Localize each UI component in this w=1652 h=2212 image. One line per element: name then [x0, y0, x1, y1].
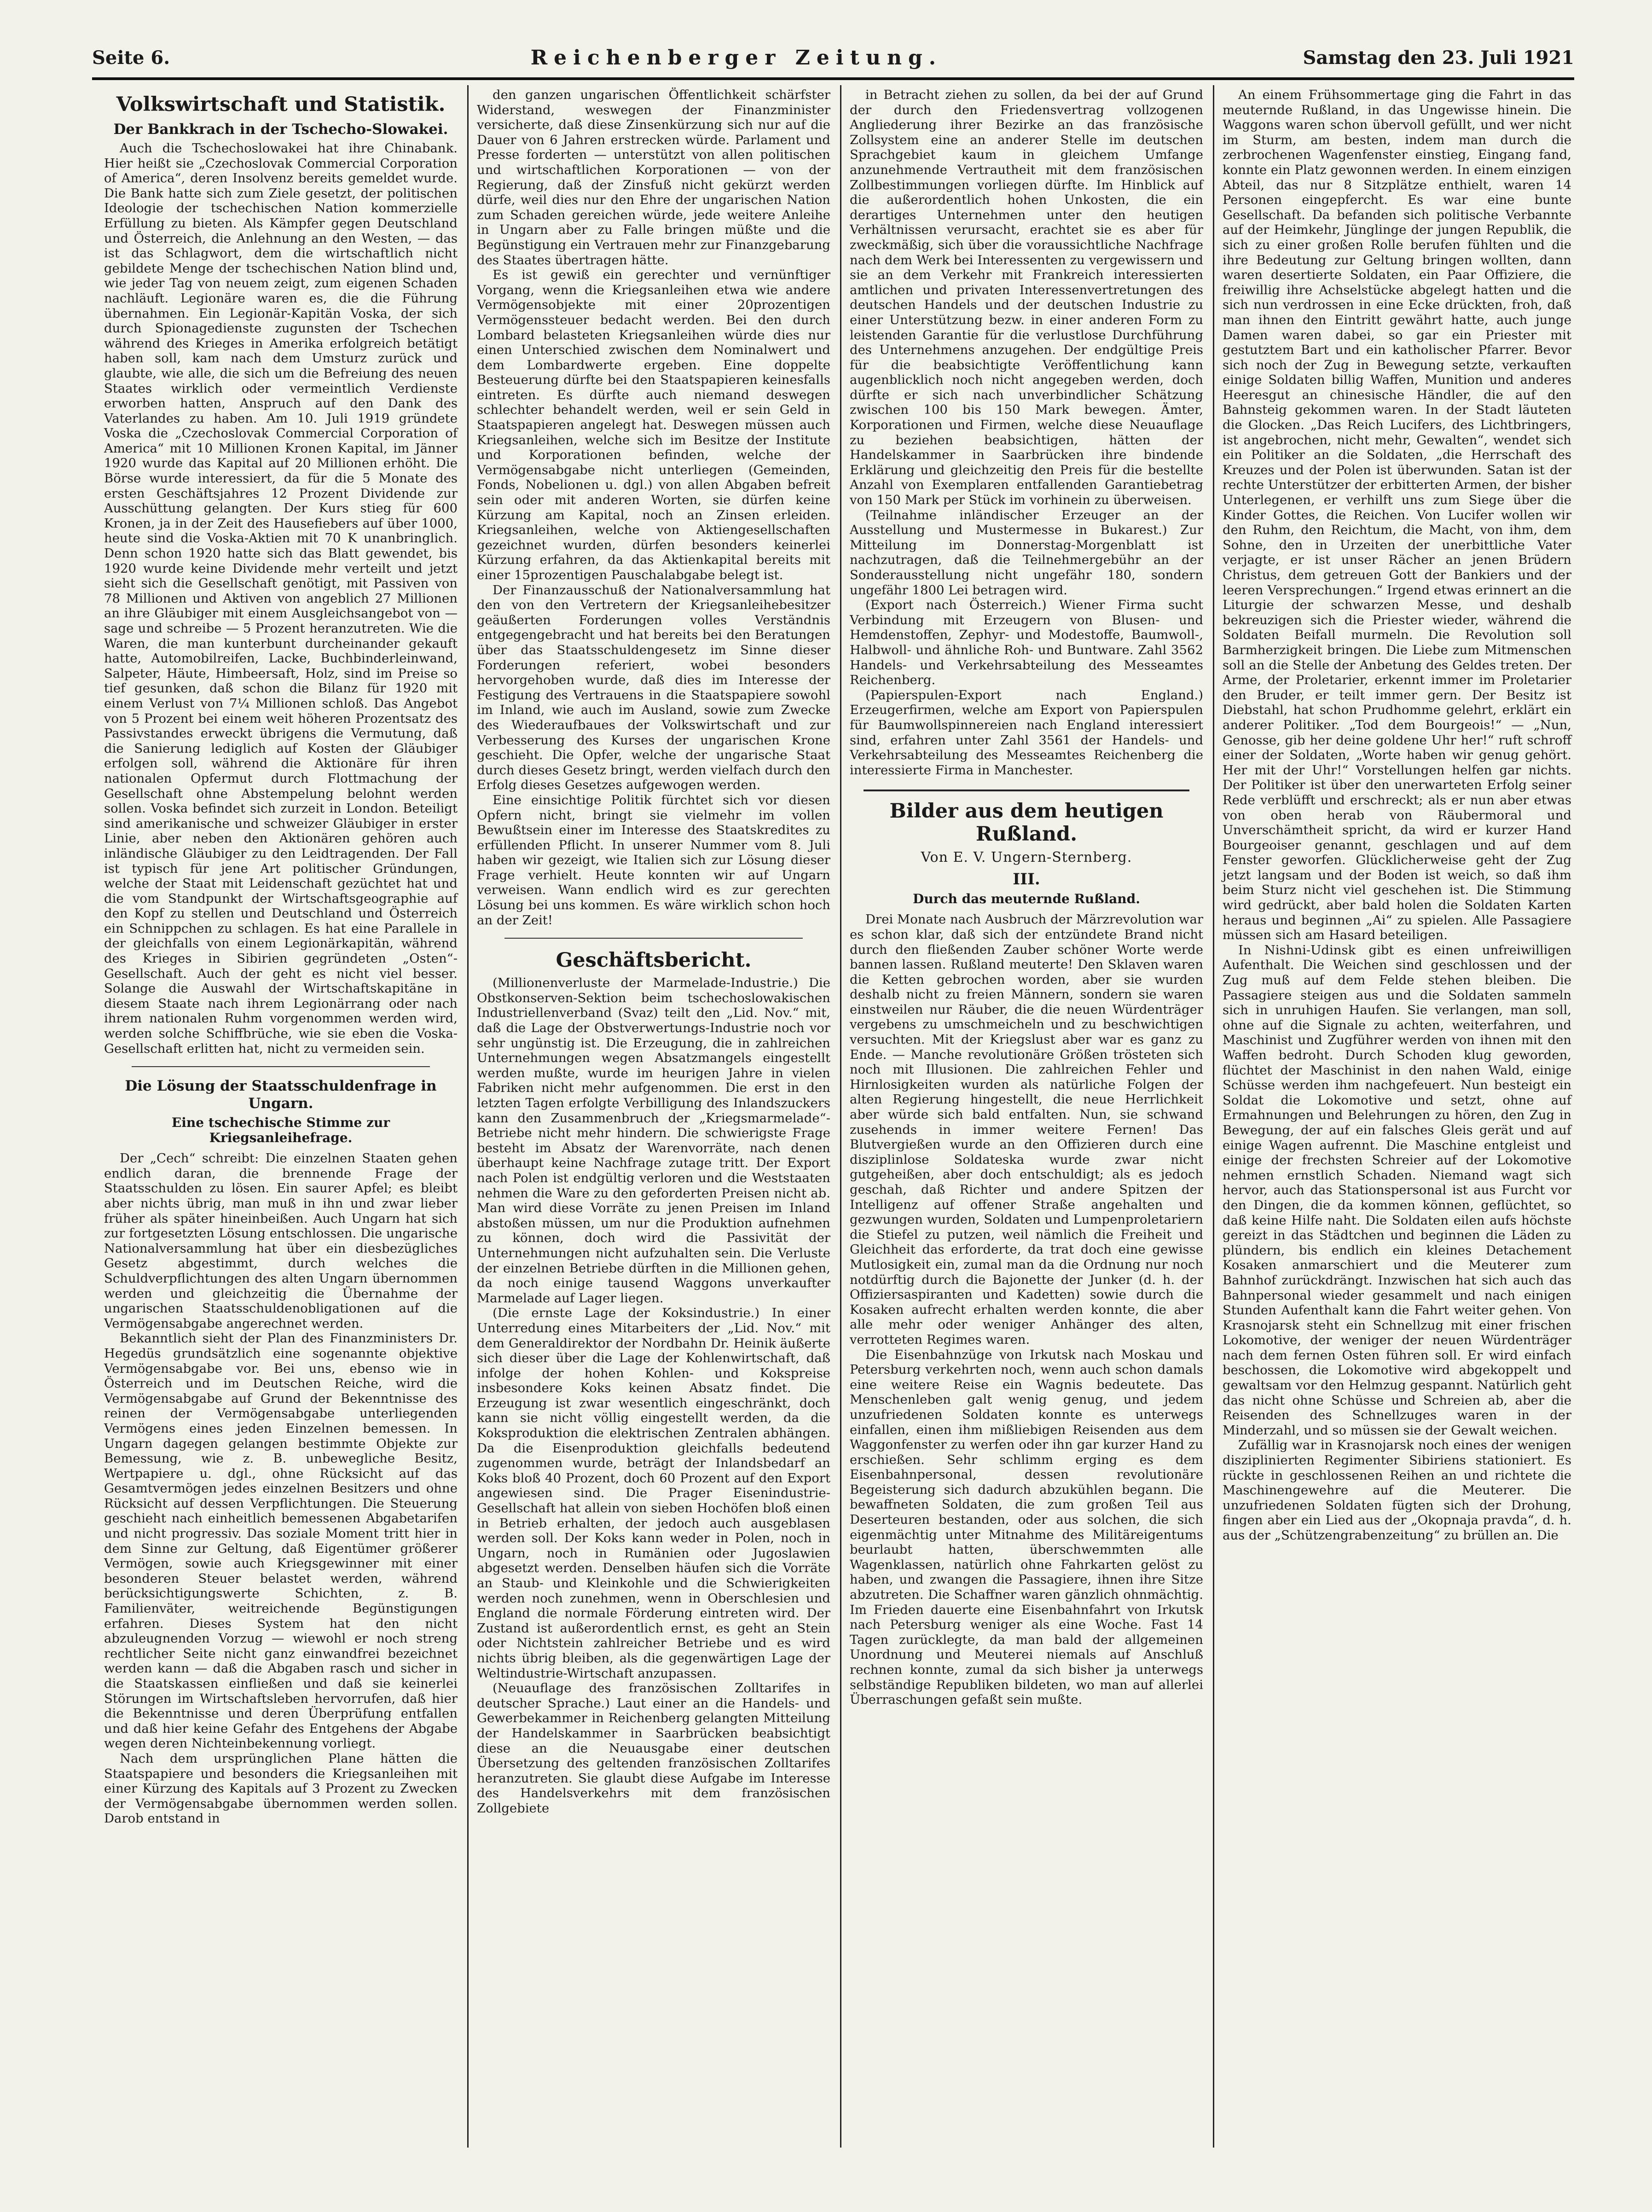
article-headline: Der Bankkrach in der Tschecho-Slowakei.: [113, 121, 448, 138]
separator-rule: [504, 938, 803, 939]
section-heading: Geschäftsbericht.: [556, 949, 752, 972]
article-paragraph: In Nishni-Udinsk gibt es einen unfreiwilligen Aufenthalt. Die Weichen sind geschlossen und der Zug muß auf dem Felde stehen bleiben. Die Passagiere steigen aus und die Soldaten sammeln sich in unruhigen Haufen. Sie verlangen, man soll, ohne auf die Signale zu achten, weiterfahren, und Maschinist und Zugführer werden von ihnen mit den Waffen bedroht. Durch Schoden klug geworden, flüchtet der Maschinist in den nahen Wald, einige Schüsse werden ihm nachgefeuert. Nun besteigt ein Soldat die Lokomotive und setzt, ohne auf Ermahnungen und Belehrungen zu hören, den Zug in Bewegung, der auf ein falsches Gleis gerät und auf einige Wagen aufrennt. Die Maschine entgleist und einige der frechsten Schreier auf der Lokomotive nehmen ernstlich Schaden. Niemand wagt sich hervor, auch das Stationspersonal ist aus Furcht vor den Dingen, die da kommen können, geflüchtet, so daß keine Hilfe naht. Die Soldaten eilen aufs höchste gereizt in das Städtchen und beginnen die Läden zu plündern, bis endlich ein kleines Detachement Kosaken anmarschiert und die Meuterer zum Bahnhof zurückdrängt. Inzwischen hat sich auch das Bahnpersonal wieder gesammelt und nach einigen Stunden Aufenthalt kann die Fahrt weiter gehen. Von Krasnojarsk steht ein Schnellzug mit einer frischen Lokomotive, der weniger der neuen Würdenträger nach dem fernen Osten führen soll. Er wird einfach beschossen, die Lokomotive wird abgekoppelt und gewaltsam vor den Helmzug gespannt. Natürlich geht das nicht ohne Schüsse und Schreien ab, aber die Reisenden des Schnellzuges waren in der Minderzahl, und so müssen sie der Gewalt weichen.: [1223, 942, 1571, 1438]
article-paragraph: Nach dem ursprünglichen Plane hätten die Staatspapiere und besonders die Kriegsanleihen mit einer Kürzung des Kapitals auf 3 Prozent zu Zwecken der Vermögensabgabe übernommen werden sollen. Darob entstand in: [104, 1751, 458, 1826]
article-byline: Von E. V. Ungern-Sternberg.: [921, 849, 1132, 866]
article-paragraph: den ganzen ungarischen Öffentlichkeit schärfster Widerstand, weswegen der Finanzminister versicherte, daß diese Zinsenkürzung sich nur auf die Dauer von 6 Jahren erstrecken würde. Parlament und Presse forderten — unterstützt von allen politischen und wirtschaftlichen Korporationen — von der Regierung, daß der Zinsfuß nicht gekürzt werden dürfe, weil dies nur den Ehre der ungarischen Nation zum Schaden gereichen würde, jede weitere Anleihe in Ungarn aber zu Falle bringen müßte und die Begünstigung ein Vertrauen mehr zur Finanzgebarung des Staates übertragen hätte.: [477, 87, 830, 267]
article-paragraph: in Betracht ziehen zu sollen, da bei der auf Grund der durch den Friedensvertrag vollzogenen Angliederung ihrer Bezirke an das französische Zollsystem eine an anderer Stelle im deutschen Sprachgebiet kaum in gleichem Umfange anzunehmende Vertrautheit mit dem französischen Zollbestimmungen vorliegen dürfte. Im Hinblick auf die außerordentlich hohen Unkosten, die ein derartiges Unternehmen unter den heutigen Verhältnissen verursacht, erachtet sie es aber für zweckmäßig, sich über die voraussichtliche Nachfrage nach dem Werk bei Interessenten zu vergewissern und sie an dem Verkehr mit Frankreich interessierten amtlichen und privaten Interessenvertretungen des deutschen Handels und der deutschen Industrie zu einer Unterstützung bezw. in einer anderen Form zu leistenden Garantie für die verlustlose Durchführung des Unternehmens anzugehen. Der endgültige Preis für die beabsichtigte Veröffentlichung kann augenblicklich noch nicht angegeben werden, doch dürfte er sich nach unverbindlicher Schätzung zwischen 100 bis 150 Mark bewegen. Ämter, Korporationen und Firmen, welche diese Neuauflage zu beziehen beabsichtigen, hätten der Handelskammer in Saarbrücken ihre bindende Erklärung und gleichzeitig den Preis für die bestellte Anzahl von Exemplaren entfallenden Garantiebetrag von 150 Mark per Stück im vorhinein zu überweisen.: [850, 87, 1203, 508]
column-2: [474, 87, 833, 2145]
masthead: [92, 44, 1574, 71]
article-paragraph: (Neuauflage des französischen Zolltarifes in deutscher Sprache.) Laut einer an die Handels- und Gewerbekammer in Reichenberg gelangten Mitteilung der Handelskammer in Saarbrücken beabsichtigt diese an die Neuausgabe einer deutschen Übersetzung des geltenden französischen Zolltarifes heranzutreten. Sie glaubt diese Aufgabe im Interesse des Handelsverkehrs mit dem französischen Zollgebiete: [477, 1681, 830, 1816]
column-divider: [840, 85, 841, 2148]
newspaper-title: Reichenberger Zeitung.: [530, 46, 943, 70]
article-subheadline: Durch das meuternde Rußland.: [913, 891, 1140, 907]
article-paragraph: Auch die Tschechoslowakei hat ihre Chinabank. Hier heißt sie „Czechoslovak Commercial Corporation of America“, deren Insolvenz bereits gemeldet wurde. Die Bank hatte sich zum Ziele gesetzt, der politischen Ideologie der tschechischen Nation kommerzielle Erfüllung zu bieten. Als Kämpfer gegen Deutschland und Österreich, die Anlehnung an den Westen, — das ist das Schlagwort, dem die wirtschaftlich nicht gebildete Menge der tschechischen Nation blind und, wie jeder Tag von neuem zeigt, zum eigenen Schaden nachläuft. Legionäre waren es, die die Führung übernahmen. Ein Legionär-Kapitän Voska, der sich durch Spionagedienste zugunsten der Tschechen während des Krieges in Amerika erfolgreich betätigt haben soll, kam nach dem Umsturz zurück und glaubte, wie alle, die sich um die Befreiung des neuen Staates wirklich oder vermeintlich Verdienste erworben hatten, Anspruch auf den Dank des Vaterlandes zu haben. Am 10. Juli 1919 gründete Voska die „Czechoslovak Commercial Corporation of America“ mit 10 Millionen Kronen Kapital, im Jänner 1920 wurde das Kapital auf 20 Millionen erhöht. Die Börse wurde interessiert, da für die 5 Monate des ersten Geschäftsjahres 12 Prozent Dividende zur Ausschüttung gelangten. Der Kurs stieg für 600 Kronen, ja in der Zeit des Hausefiebers auf über 1000, heute sind die Voska-Aktien mit 70 K unanbringlich. Denn schon 1920 hatte sich das Blatt gewendet, bis 1920 wurde keine Dividende mehr verteilt und jetzt sieht sich die Gesellschaft genötigt, mit Passiven von 78 Millionen und Aktiven von angeblich 27 Millionen an ihre Gläubiger mit einem Ausgleichsangebot von — sage und schreibe — 5 Prozent heranzutreten. Wie die Waren, die man kunterbunt durcheinander gekauft hatte, Automobilreifen, Lacke, Buchbinderleinwand, Salpeter, Häute, Himbeersaft, Holz, sind im Preise so tief gesunken, daß schon die Bilanz für 1920 mit einem Verlust von 7¼ Millionen schloß. Das Angebot von 5 Prozent bei einem weit höheren Prozentsatz des Passivstandes erweckt übrigens die Vermutung, daß die Sanierung lediglich auf Kosten der Gläubiger erfolgen soll, während die Aktionäre für ihren nationalen Opfermut durch Flottmachung der Gesellschaft ohne Abstempelung belohnt werden sollen. Voska befindet sich zurzeit in London. Beteiligt sind amerikanische und schweizer Gläubiger in erster Linie, aber neben den Aktionären gehören auch inländische Gläubiger zu den Leidtragenden. Der Fall ist typisch für jene Art politischer Gründungen, welche der Staat mit Leidenschaft gezüchtet hat und die vom Standpunkt der Wirtschaftsgeographie auf den Kopf zu stellen und Deutschland und Österreich ein Schnippchen zu schlagen. Es hat eine Parallele in der gleichfalls von einem Legionärkapitän, während des Krieges in Sibirien gegründeten „Osten“-Gesellschaft. Auch der geht es nicht viel besser. Solange die Auswahl der Wirtschaftskapitäne in diesem Staate nach ihrem Legionärrang oder nach ihrem nationalen Ruhm vorgenommen werden wird, werden solche Schiffbrüche, wie sie eben die Voska-Gesellschaft erlitten hat, nicht zu vermeiden sein.: [104, 141, 458, 1056]
column-4: [1220, 87, 1574, 2145]
separator-rule: [864, 790, 1189, 791]
article-headline: Die Lösung der Staatsschuldenfrage in Ungarn.: [125, 1078, 437, 1112]
column-1: [101, 87, 460, 2145]
article-paragraph: Eine einsichtige Politik fürchtet sich vor diesen Opfern nicht, bringt sie vielmehr im vollen Bewußtsein einer im Interesse des Staatskredites zu erfüllenden Pflicht. In unserer Nummer vom 8. Juli haben wir gezeigt, wie Italien sich zur Lösung dieser Frage verhielt. Heute konnten wir auf Ungarn verweisen. Wann endlich wird es zur gerechten Lösung bei uns kommen. Es wäre wirklich schon hoch an der Zeit!: [477, 792, 830, 928]
section-heading: Volkswirtschaft und Statistik.: [116, 93, 446, 116]
article-paragraph: Drei Monate nach Ausbruch der Märzrevolution war es schon klar, daß sich der entzündete Brand nicht durch den fließenden Zauber schöner Worte werde bannen lassen. Rußland meuterte! Den Sklaven waren die Ketten gebrochen worden, aber sie wurden deshalb nicht zu freien Männern, sondern sie waren einstweilen nur Räuber, die die neuen Würdenträger vergebens zu umschmeicheln und zu beschwichtigen versuchten. Mit der Kriegslust aber war es ganz zu Ende. — Manche revolutionäre Größen trösteten sich noch mit Illusionen. Die zahlreichen Fehler und Hirnlosigkeiten wurden als natürliche Folgen der alten Regierung hingestellt, die neue Herrlichkeit aber würde sich bald entfalten. Nun, sie schwand zusehends in immer weitere Fernen! Das Blutvergießen wurde an den Offizieren durch eine disziplinlose Soldateska wurde zwar nicht gutgeheißen, aber doch entschuldigt; als es jedoch geschah, daß Richter und andere Spitzen der Intelligenz auf offener Straße angehalten und gezwungen wurden, Soldaten und Lumpenproletariern die Stiefel zu putzen, weil nämlich die Freiheit und Gleichheit das erforderte, da trat doch eine gewisse Mutlosigkeit ein, zumal man da die Ordnung nur noch notdürftig durch die Bajonette der Junker (d. h. der Offiziersaspiranten und Kadetten) sowie durch die Kosaken aufrecht erhalten werden konnte, die aber alle mehr oder weniger Anhänger des alten, verrotteten Regimes waren.: [850, 912, 1203, 1347]
article-paragraph: (Teilnahme inländischer Erzeuger an der Ausstellung und Mustermesse in Bukarest.) Zur Mitteilung im Donnerstag-Morgenblatt ist nachzutragen, daß die Teilnehmergebühr an der Sonderausstellung nicht ungefähr 180, sondern ungefähr 1800 Lei betragen wird.: [850, 507, 1203, 598]
article-paragraph: Bekanntlich sieht der Plan des Finanzministers Dr. Hegedüs grundsätzlich eine sogenannte objektive Vermögensabgabe vor. Bei uns, ebenso wie in Österreich und im Deutschen Reiche, wird die Vermögensabgabe auf Grund der Bekenntnisse des reinen der Vermögensabgabe unterliegenden Vermögens eines jeden Einzelnen bemessen. In Ungarn dagegen gelangen bestimmte Objekte zur Bemessung, wie z. B. unbewegliche Besitz, Wertpapiere u. dgl., ohne Rücksicht auf das Gesamtvermögen jedes einzelnen Besitzers und ohne Rücksicht auf dessen Verpflichtungen. Die Steuerung geschieht nach einheitlich bemessenen Abgabetarifen und nicht progressiv. Das soziale Moment tritt hier in dem Sinne zur Geltung, daß Eigentümer größerer Vermögen, sowie auch Kriegsgewinner mit einer besonderen Steuer belastet werden, während berücksichtigungswerte Schichten, z. B. Familienväter, weitreichende Begünstigungen erfahren. Dieses System hat den nicht abzuleugnenden Vorzug — wiewohl er noch streng rechtlicher Seite nicht ganz einwandfrei bezeichnet werden kann — daß die Abgaben rasch und sicher in die Staatskassen einfließen und daß sie keinerlei Störungen im Wirtschaftsleben hervorrufen, daß hier die Bekenntnisse und deren Überprüfung entfallen und daß hier keine Gefahr des Entgehens der Abgabe wegen deren Nichteinbekennung vorliegt.: [104, 1331, 458, 1751]
article-paragraph: An einem Frühsommertage ging die Fahrt in das meuternde Rußland, in das Ungewisse hinein. Die Waggons waren schon übervoll gefüllt, und wer nicht im Sturm, am besten, indem man durch die zerbrochenen Wagenfenster einstieg, Eingang fand, konnte ein Platz gewonnen werden. In einem einzigen Abteil, das nur 8 Sitzplätze enthielt, waren 14 Personen eingepfercht. Es war eine bunte Gesellschaft. Da befanden sich politische Verbannte auf der Heimkehr, Jünglinge der jungen Republik, die sich zu einer großen Rolle berufen fühlten und die ihre Bedeutung zur Geltung bringen wollten, dann waren desertierte Soldaten, ein Paar Offiziere, die freiwillig ihre Achselstücke abgelegt hatten und die sich nun verdrossen in eine Ecke drückten, froh, daß man ihnen den Eintritt gewährt hatte, auch junge Damen waren dabei, so gar ein Priester mit gestutztem Bart und ein katholischer Pfarrer. Bevor sich noch der Zug in Bewegung setzte, verkauften einige Soldaten billig Waffen, Munition und anderes Heeresgut an chinesische Händler, die auf den Bahnsteig gekommen waren. In der Stadt läuteten die Glocken. „Das Reich Lucifers, des Lichtbringers, ist angebrochen, nicht mehr, Gewalten“, wendet sich ein Politiker an die Soldaten, „die Herrschaft des Kreuzes und der Polen ist überwunden. Satan ist der rechte Unterstützer der erbitterten Armen, der bisher Unterlegenen, er verhilft uns zum Siege über die Kinder Gottes, die Reichen. Von Lucifer wollen wir den Ruhm, den Reichtum, die Macht, von ihm, dem Sohne, den in Urzeiten der unerbittliche Vater verjagte, er ist unser Rächer an jenen Brüdern Christus, dem getreuen Gott der Bankiers und der leeren Versprechungen.“ Irgend etwas erinnert an die Liturgie der schwarzen Messe, und deshalb bekreuzigen sich die Priester wieder, während die Soldaten Beifall murmeln. Die Revolution soll Barmherzigkeit bringen. Die Liebe zum Mitmenschen soll an die Stelle der Anbetung des Geldes treten. Der Arme, der Proletarier, erkennt immer im Proletarier den Bruder, er teilt immer gern. Der Besitz ist Diebstahl, hat schon Prudhomme gelehrt, erklärt ein anderer Politiker. „Tod dem Bourgeois!“ — „Nun, Genosse, gib her deine goldene Uhr her!“ ruft schroff einer der Soldaten, „Worte haben wir genug gehört. Her mit der Uhr!“ Vorstellungen helfen gar nichts. Der Politiker ist über den unerwarteten Erfolg seiner Rede verblüfft und erschreckt; als er nun aber etwas von oben herab von Räubermoral und Unverschämtheit spricht, da wird er kurzer Hand Bourgeoiser genannt, geschlagen und auf dem Fenster geworfen. Glücklicherweise geht der Zug jetzt langsam und der Boden ist weich, so daß ihm beim Sturz nicht viel geschehen ist. Die Stimmung wird gedrückt, aber bald holen die Soldaten Karten heraus und beginnen „Ai“ zu spielen. Alle Passagiere müssen sich am Hasard beteiligen.: [1223, 87, 1571, 943]
separator-rule: [132, 1066, 430, 1067]
article-paragraph: Der Finanzausschuß der Nationalversammlung hat den von den Vertretern der Kriegsanleihebesitzer geäußerten Forderungen volles Verständnis entgegengebracht und hat bereits bei den Beratungen über das Staatsschuldengesetz im Sinne dieser Forderungen referiert, wobei besonders hervorgehoben wurde, daß dies im Interesse der Festigung des Vertrauens in die Staatspapiere sowohl im Inland, wie auch im Ausland, sowie zum Zwecke des Wiederaufbaues der Volkswirtschaft und zur Verbesserung des Kurses der ungarischen Krone geschieht. Die Opfer, welche der ungarische Staat durch dieses Gesetz bringt, werden vielfach durch den Erfolg dieses Gesetzes aufgewogen werden.: [477, 582, 830, 793]
article-paragraph: Der „Cech“ schreibt: Die einzelnen Staaten gehen endlich daran, die brennende Frage der Staatsschulden zu lösen. Ein saurer Apfel; es bleibt aber nichts übrig, man muß in ihn und zwar lieber früher als später hineinbeißen. Auch Ungarn hat sich zur fortgesetzten Lösung entschlossen. Die ungarische Nationalversammlung hat über ein diesbezügliches Gesetz abgestimmt, durch welches die Schuldverpflichtungen des alten Ungarn übernommen werden und gleichzeitig die Übernahme der ungarischen Staatsschuldenobligationen auf die Vermögensabgabe angerechnet werden.: [104, 1151, 458, 1331]
masthead-rule: [92, 77, 1574, 80]
article-paragraph: Zufällig war in Krasnojarsk noch eines der wenigen disziplinierten Regimenter Sibiriens stationiert. Es rückte in geschlossenen Reihen an und richtete die Maschinengewehre auf die Meuterer. Die unzufriedenen Soldaten fügten sich der Drohung, fingen aber ein Lied aus der „Okopnaja pravda“, d. h. aus der „Schützengrabenzeitung“ zu brüllen an. Die: [1223, 1438, 1571, 1543]
article-paragraph: (Millionenverluste der Marmelade-Industrie.) Die Obstkonserven-Sektion beim tschechoslowakischen Industriellenverband (Svaz) teilt den „Lid. Nov.“ mit, daß die Lage der Obstverwertungs-Industrie noch vor sehr ungünstig ist. Die Erzeugung, die in zahlreichen Unternehmungen wegen Absatzmangels eingestellt werden mußte, wurde im heurigen Jahre in vielen Fabriken nicht mehr aufgenommen. Die erst in den letzten Tagen erfolgte Verbilligung des Inlandszuckers kann den Zusammenbruch der „Kriegsmarmelade“-Betriebe nicht mehr hindern. Die schwierigste Frage besteht im Absatz der Warenvorräte, nach denen überhaupt keine Nachfrage zutage tritt. Der Export nach Polen ist endgültig verloren und die Weststaaten nehmen die Ware zu den geforderten Preisen nicht ab. Man wird diese Vorräte zu jenen Preisen im Inland abstoßen müssen, um nur die Produktion aufnehmen zu können, doch wird die Passivität der Unternehmungen nicht aufzuhalten sein. Die Verluste der einzelnen Betriebe dürften in die Millionen gehen, da noch einige tausend Waggons unverkaufter Marmelade auf Lager liegen.: [477, 975, 830, 1306]
column-3: [847, 87, 1206, 2145]
article-subheadline: Eine tschechische Stimme zur Kriegsanleihefrage.: [171, 1115, 390, 1146]
article-paragraph: Es ist gewiß ein gerechter und vernünftiger Vorgang, wenn die Kriegsanleihen etwa wie andere Vermögensobjekte mit einer 20prozentigen Vermögenssteuer bedacht werden. Bei den durch Lombard belasteten Kriegsanleihen würde dies nur einen Unterschied zwischen dem Nominalwert und dem Lombardwerte ergeben. Eine doppelte Besteuerung dürfte bei den Staatspapieren keinesfalls eintreten. Es dürfte auch niemand deswegen schlechter behandelt werden, weil er sein Geld in Staatspapieren angelegt hat. Deswegen müssen auch Kriegsanleihen, welche sich im Besitze der Institute und Korporationen befinden, welche der Vermögensabgabe nicht unterliegen (Gemeinden, Fonds, Nobelionen u. dgl.) von allen Abgaben befreit sein oder mit anderen Worten, sie dürfen keine Kürzung am Kapital, noch an Zinsen erleiden. Kriegsanleihen, welche von Aktiengesellschaften gezeichnet wurden, dürfen besonders keinerlei Kürzung erfahren, da das Aktienkapital bereits mit einer 15prozentigen Pauschalabgabe belegt ist.: [477, 267, 830, 582]
issue-date: Samstag den 23. Juli 1921: [1303, 46, 1574, 69]
page-number: Seite 6.: [92, 46, 170, 69]
article-paragraph: (Die ernste Lage der Koksindustrie.) In einer Unterredung eines Mitarbeiters der „Lid. Nov.“ mit dem Generaldirektor der Nordbahn Dr. Heinik äußerte sich dieser über die Lage der Kohlenwirtschaft, daß infolge der hohen Kohlen- und Kokspreise insbesondere Koks keinen Absatz findet. Die Erzeugung ist zwar wesentlich eingeschränkt, doch kann sie nicht völlig eingestellt werden, da die Koksproduktion die elektrischen Zentralen abhängen. Da die Eisenproduktion gleichfalls bedeutend zugenommen wurde, beträgt der Inlandsbedarf an Koks bloß 40 Prozent, doch 60 Prozent auf den Export angewiesen sind. Die Prager Eisenindustrie-Gesellschaft hat allein von sieben Hochöfen bloß einen in Betrieb erhalten, der jedoch auch ausgeblasen werden soll. Der Koks kann weder in Polen, noch in Ungarn, noch in Rumänien oder Jugoslawien abgesetzt werden. Denselben häufen sich die Vorräte an Staub- und Kleinkohle und die Schwierigkeiten werden noch zunehmen, wenn in Oberschlesien und England die normale Förderung eintreten wird. Der Zustand ist außerordentlich ernst, es geht an Stein oder Nichtstein zahlreicher Betriebe und es wird nichts übrig bleiben, als die gegenwärtigen Lage der Weltindustrie-Wirtschaft anzupassen.: [477, 1306, 830, 1681]
article-paragraph: (Papierspulen-Export nach England.) Erzeugerfirmen, welche am Export von Papierspulen für Baumwollspinnereien nach England interessiert sind, erfahren unter Zahl 3561 der Handels- und Verkehrsabteilung des Messeamtes Reichenberg die interessierte Firma in Manchester.: [850, 687, 1203, 778]
section-heading: Bilder aus dem heutigen Rußland.: [889, 800, 1164, 846]
article-paragraph: Die Eisenbahnzüge von Irkutsk nach Moskau und Petersburg verkehrten noch, wenn auch schon damals eine weitere Reise ein Wagnis bedeutete. Das Menschenleben galt wenig genug, und jedem unzufriedenen Soldaten konnte es unterwegs einfallen, einen ihm mißliebigen Reisenden aus dem Waggonfenster zu werfen oder ihn gar kurzer Hand zu erschießen. Sehr schlimm erging es dem Eisenbahnpersonal, dessen revolutionäre Begeisterung sich dadurch abzukühlen begann. Die bewaffneten Soldaten, die zum großen Teil aus Deserteuren bestanden, oder aus solchen, die sich eigenmächtig unter Mitnahme des Militäreigentums beurlaubt hatten, überschwemmten alle Wagenklassen, natürlich ohne Fahrkarten gelöst zu haben, und zwangen die Passagiere, ihnen ihre Sitze abzutreten. Die Schaffner waren gänzlich ohnmächtig. Im Frieden dauerte eine Eisenbahnfahrt von Irkutsk nach Petersburg weniger als eine Woche. Fast 14 Tagen zurücklegte, da man bald der allgemeinen Unordnung und Meuterei niemals auf Anschluß rechnen konnte, zumal da sich bisher ja unterwegs selbständige Republiken bildeten, wo man auf allerlei Überraschungen gefaßt sein mußte.: [850, 1347, 1203, 1707]
article-paragraph: (Export nach Österreich.) Wiener Firma sucht Verbindung mit Erzeugern von Blusen- und Hemdenstoffen, Zephyr- und Modestoffe, Baumwoll-, Halbwoll- und ähnliche Roh- und Buntware. Zahl 3562 Handels- und Verkehrsabteilung des Messeamtes Reichenberg.: [850, 598, 1203, 688]
part-number: III.: [1013, 870, 1040, 889]
column-divider: [467, 85, 469, 2148]
column-divider: [1213, 85, 1214, 2148]
